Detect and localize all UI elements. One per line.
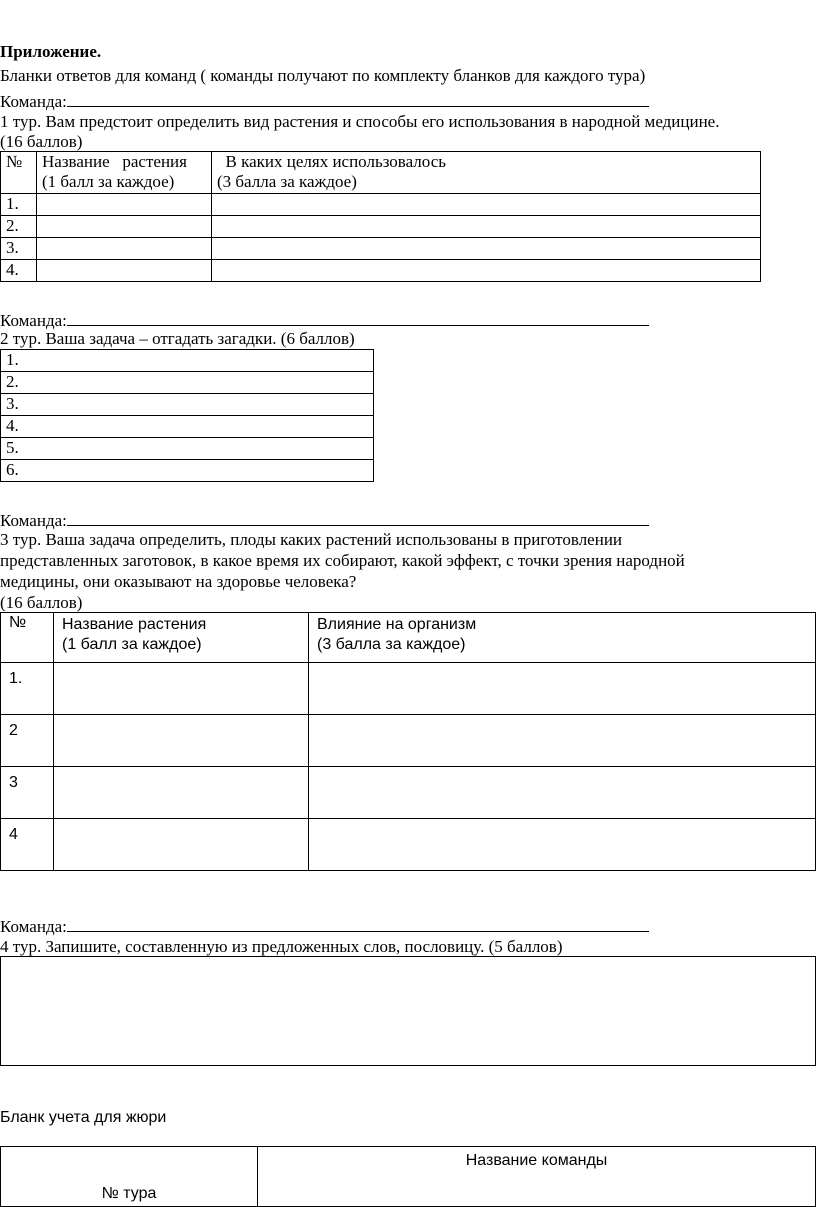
tour1-header-row	[1, 152, 761, 194]
plant-cell[interactable]	[54, 767, 309, 819]
table-row	[1, 663, 816, 715]
row-number: 3	[1, 767, 54, 819]
table-row	[1, 372, 374, 394]
table-row	[1, 216, 761, 238]
plant-cell[interactable]	[54, 663, 309, 715]
effect-cell[interactable]	[309, 767, 816, 819]
effect-cell[interactable]	[309, 715, 816, 767]
row-number: 3.	[1, 238, 37, 260]
tour4-desc: 4 тур. Запишите, составленную из предложенных слов, пословицу. (5 баллов)	[0, 937, 563, 956]
tour3-points: (16 баллов)	[0, 593, 83, 612]
riddle-answer-cell[interactable]: 2.	[1, 372, 374, 394]
tour3-table	[0, 612, 816, 871]
table-row	[1, 238, 761, 260]
table-row	[1, 767, 816, 819]
plant-cell[interactable]	[37, 194, 212, 216]
table-row	[1, 819, 816, 871]
table-row	[1, 194, 761, 216]
team-name-blank[interactable]	[67, 914, 649, 932]
row-number: 1.	[1, 194, 37, 216]
riddle-answer-cell[interactable]: 3.	[1, 394, 374, 416]
table-row	[1, 438, 374, 460]
table-row	[1, 394, 374, 416]
table-row	[1, 260, 761, 282]
intro-text: Бланки ответов для команд ( команды получают по комплекту бланков для каждого тура)	[0, 66, 646, 85]
riddle-answer-cell[interactable]: 4.	[1, 416, 374, 438]
jury-header-row	[1, 1147, 816, 1207]
plant-cell[interactable]	[37, 216, 212, 238]
plant-cell[interactable]	[54, 715, 309, 767]
tour3-desc-3: медицины, они оказывают на здоровье человека?	[0, 572, 357, 591]
row-number: 4	[1, 819, 54, 871]
effect-cell[interactable]	[309, 663, 816, 715]
tour3-desc-2: представленных заготовок, в какое время их собирают, какой эффект, с точки зрения народной	[0, 551, 685, 570]
table-row	[1, 460, 374, 482]
tour1-header-use: В каких целях использовалось (3 балла за каждое)	[212, 152, 761, 194]
riddle-answer-cell[interactable]: 1.	[1, 350, 374, 372]
table-row	[1, 715, 816, 767]
tour3-header-plant: Название растения (1 балл за каждое)	[54, 613, 309, 663]
page-heading: Приложение.	[0, 42, 102, 61]
tour1-points: (16 баллов)	[0, 132, 83, 151]
tour3-header-row	[1, 613, 816, 663]
tour1-header-plant: Название растения (1 балл за каждое)	[37, 152, 212, 194]
team-name-blank[interactable]	[67, 308, 649, 326]
tour1-desc: 1 тур. Вам предстоит определить вид растения и способы его использования в народной медицине.	[0, 112, 720, 131]
tour2-desc: 2 тур. Ваша задача – отгадать загадки. (6 баллов)	[0, 329, 355, 348]
row-number: 2	[1, 715, 54, 767]
tour3-header-effect: Влияние на организм (3 балла за каждое)	[309, 613, 816, 663]
team-line-4	[0, 914, 649, 937]
plant-cell[interactable]	[37, 260, 212, 282]
team-label: Команда:	[0, 511, 67, 530]
jury-table	[0, 1146, 816, 1207]
tour1-header-num: №	[1, 152, 37, 194]
tour2-table	[0, 349, 374, 482]
jury-col-tour: № тура	[1, 1147, 258, 1207]
table-row	[1, 350, 374, 372]
use-cell[interactable]	[212, 194, 761, 216]
table-row	[1, 416, 374, 438]
jury-title: Бланк учета для жюри	[0, 1109, 167, 1126]
use-cell[interactable]	[212, 238, 761, 260]
row-number: 1.	[1, 663, 54, 715]
jury-col-team: Название команды	[258, 1147, 816, 1207]
tour3-desc-1: 3 тур. Ваша задача определить, плоды каких растений использованы в приготовлении	[0, 530, 623, 549]
team-name-blank[interactable]	[67, 508, 649, 526]
team-label: Команда:	[0, 917, 67, 936]
proverb-answer-box[interactable]	[0, 956, 816, 1066]
team-line-1	[0, 89, 649, 112]
riddle-answer-cell[interactable]: 6.	[1, 460, 374, 482]
team-line-3	[0, 508, 649, 531]
row-number: 2.	[1, 216, 37, 238]
team-label: Команда:	[0, 92, 67, 111]
tour1-table	[0, 151, 761, 282]
team-name-blank[interactable]	[67, 89, 649, 107]
row-number: 4.	[1, 260, 37, 282]
team-label: Команда:	[0, 311, 67, 330]
riddle-answer-cell[interactable]: 5.	[1, 438, 374, 460]
plant-cell[interactable]	[54, 819, 309, 871]
use-cell[interactable]	[212, 216, 761, 238]
tour3-header-num: №	[1, 613, 54, 663]
effect-cell[interactable]	[309, 819, 816, 871]
plant-cell[interactable]	[37, 238, 212, 260]
team-line-2	[0, 308, 649, 331]
use-cell[interactable]	[212, 260, 761, 282]
